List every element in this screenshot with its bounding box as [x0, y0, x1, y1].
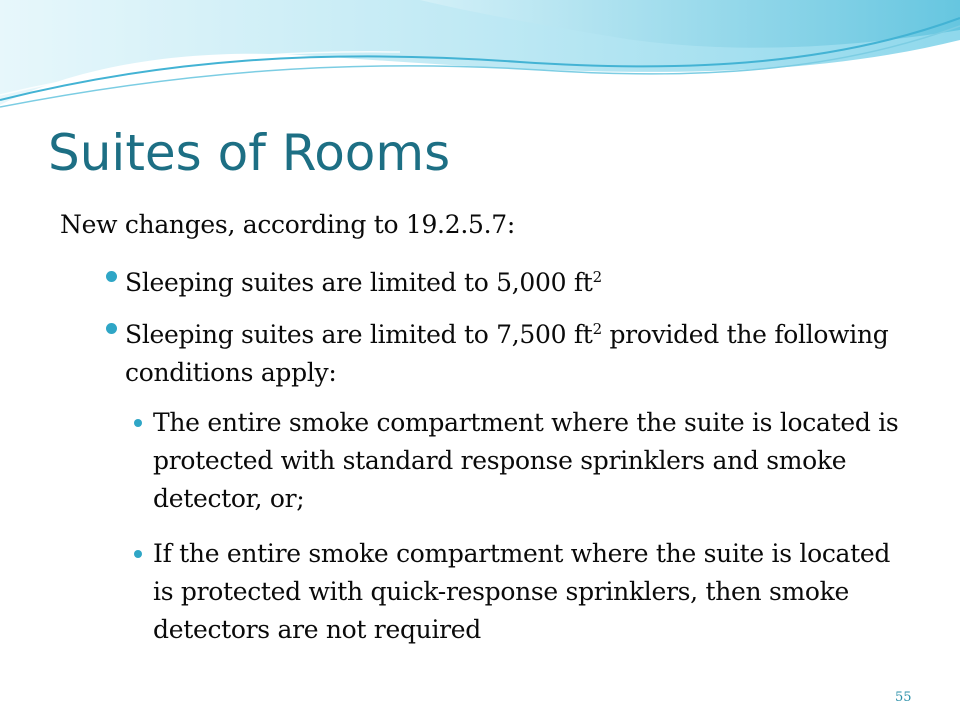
sub-bullet-dot-icon [134, 419, 142, 427]
header-wave-decoration [0, 0, 960, 115]
sub-bullet-text: If the entire smoke compartment where the suite is located is protected with quick-response sprinklers, then smoke detectors are not required [153, 539, 891, 644]
sub-bullet-dot-icon [134, 550, 142, 558]
bullet-text-continued: provided the following conditions apply: [125, 320, 889, 387]
sub-bullet-item [153, 404, 913, 518]
intro-line: New changes, according to 19.2.5.7: [60, 210, 515, 239]
sub-bullet-text: The entire smoke compartment where the suite is located is protected with standard response sprinklers and smoke detector, or; [153, 408, 899, 513]
bullet-item [125, 258, 915, 302]
sub-bullet-item [153, 535, 913, 649]
slide-title: Suites of Rooms [48, 124, 451, 182]
superscript: 2 [592, 268, 602, 286]
bullet-dot-icon [106, 323, 117, 334]
bullet-text: Sleeping suites are limited to 5,000 ft [125, 268, 593, 297]
bullet-text: Sleeping suites are limited to 7,500 ft [125, 320, 593, 349]
bullet-list [125, 258, 915, 400]
bullet-dot-icon [106, 271, 117, 282]
bullet-item [125, 310, 915, 392]
sub-bullet-list [153, 404, 913, 666]
page-number: 55 [895, 690, 912, 705]
superscript: 2 [592, 320, 602, 338]
